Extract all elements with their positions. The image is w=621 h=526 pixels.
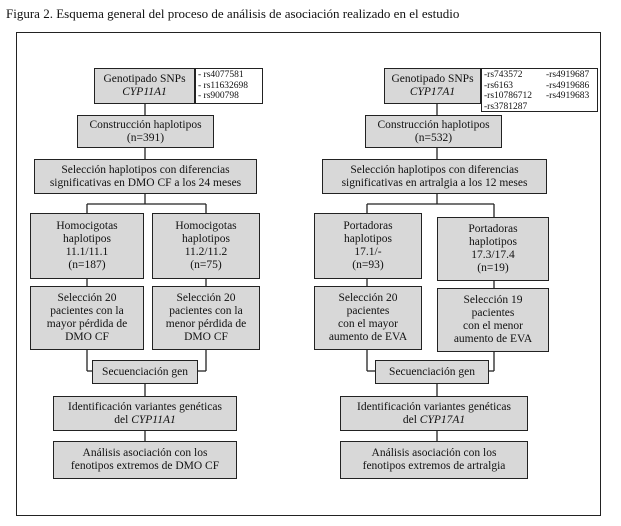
left-sel-a-line: mayor pérdida de [46, 318, 128, 330]
right-construction-n: (n=532) [414, 131, 453, 144]
right-sel-a-line: Selección 20 [338, 292, 398, 304]
right-group-a-line: haplotipos [344, 233, 392, 245]
snp-item: -rs3781287 [484, 101, 528, 112]
right-group-a-line: (n=93) [352, 259, 384, 271]
right-patient-selection-b-box [437, 288, 549, 352]
left-sel-a-line: pacientes con la [50, 305, 124, 317]
left-genotyping-gene: CYP11A1 [122, 86, 167, 98]
left-identification-prefix: del [114, 413, 132, 426]
left-patient-selection-b-box [152, 286, 260, 350]
right-sel-a-line: pacientes [346, 305, 390, 317]
left-sel-a-line: Selección 20 [57, 292, 117, 304]
left-group-a-line: (n=187) [68, 259, 106, 271]
left-sel-a-line: DMO CF [65, 331, 109, 343]
left-identification-box [53, 396, 237, 431]
left-sel-b-line: DMO CF [184, 331, 228, 343]
right-sel-a-line: con el mayor [337, 318, 399, 330]
right-selection-line1: Selección haplotipos con diferencias [350, 163, 519, 176]
right-identification-gene: CYP17A1 [419, 413, 466, 426]
snp-item: -rs4919687 [546, 70, 590, 80]
right-sel-b-line: pacientes [471, 307, 515, 319]
left-analysis-line1: Análisis asociación con los [82, 447, 208, 459]
right-selection-line2: significativas en artralgia a los 12 meses [341, 176, 528, 189]
left-construction-title: Construcción haplotipos [89, 118, 202, 131]
left-sel-b-line: menor pérdida de [165, 318, 247, 330]
left-group-b-line: Homocigotas [175, 220, 237, 232]
snp-item: -rs743572 [484, 70, 523, 80]
right-genotyping-gene: CYP17A1 [409, 86, 456, 98]
right-group-b-line: 17.3/17.4 [471, 249, 515, 261]
right-haplotype-selection-box [322, 159, 547, 194]
left-patient-selection-a-box [30, 286, 144, 350]
snp-item: - rs4077581 [198, 70, 244, 80]
right-snp-list [481, 68, 598, 112]
left-group-b-line: haplotipos [182, 233, 230, 245]
right-group-a-line: Portadoras [343, 220, 393, 232]
left-group-b-line: 11.2/11.2 [184, 246, 228, 258]
right-identification-box [340, 396, 528, 431]
snp-item: - rs900798 [198, 91, 239, 101]
left-snp-list [195, 68, 263, 104]
right-group-a-line: 17.1/- [354, 246, 382, 258]
snp-item: -rs4919686 [546, 80, 590, 91]
right-group-b-line: Portadoras [468, 223, 518, 235]
left-selection-line1: Selección haplotipos con diferencias [61, 163, 230, 176]
left-genotyping-title: Genotipado SNPs [103, 73, 186, 85]
snp-item: -rs10786712 [484, 91, 533, 101]
right-group-b-box [437, 217, 549, 281]
right-construction-title: Construcción haplotipos [377, 118, 490, 131]
snp-item: -rs6163 [484, 80, 514, 91]
right-identification-line1: Identificación variantes genéticas [357, 400, 511, 413]
left-selection-line2: significativas en DMO CF a los 24 meses [49, 176, 242, 189]
right-identification-prefix: del [402, 413, 420, 426]
left-haplotype-construction-box [77, 115, 214, 148]
right-group-a-box [314, 213, 422, 279]
left-group-a-line: 11.1/11.1 [65, 246, 109, 258]
right-genotyping-title: Genotipado SNPs [391, 73, 474, 85]
snp-item: -rs4919683 [546, 91, 590, 101]
right-sel-b-line: Selección 19 [463, 294, 523, 306]
left-sequencing-box [92, 360, 198, 384]
figure-caption: Figura 2. Esquema general del proceso de análisis de asociación realizado en el estudio [6, 6, 460, 21]
right-sel-b-line: con el menor [462, 320, 524, 332]
left-identification-gene: CYP11A1 [131, 413, 176, 426]
left-sequencing-label: Secuenciación gen [102, 365, 188, 378]
left-construction-n: (n=391) [126, 131, 165, 144]
right-group-b-line: (n=19) [477, 262, 509, 274]
right-group-b-line: haplotipos [469, 236, 517, 248]
right-sequencing-box [375, 360, 489, 384]
left-analysis-box [53, 441, 237, 479]
right-analysis-box [340, 441, 528, 479]
left-group-b-line: (n=75) [190, 259, 222, 271]
right-haplotype-construction-box [365, 115, 502, 148]
right-patient-selection-a-box [314, 286, 422, 350]
right-sel-b-line: aumento de EVA [453, 333, 533, 345]
right-analysis-line2: fenotipos extremos de artralgia [362, 460, 506, 472]
left-group-b-box [152, 213, 260, 279]
right-sel-a-line: aumento de EVA [328, 331, 408, 343]
left-group-a-line: haplotipos [63, 233, 111, 245]
right-analysis-line1: Análisis asociación con los [371, 447, 497, 459]
left-identification-line1: Identificación variantes genéticas [68, 400, 222, 413]
left-haplotype-selection-box [34, 159, 257, 194]
snp-item: - rs11632698 [198, 80, 249, 91]
right-genotyping-box [384, 68, 481, 104]
left-analysis-line2: fenotipos extremos de DMO CF [70, 460, 220, 472]
left-sel-b-line: Selección 20 [176, 292, 236, 304]
left-group-a-line: Homocigotas [56, 220, 118, 232]
left-group-a-box [30, 213, 144, 279]
left-sel-b-line: pacientes con la [169, 305, 243, 317]
left-genotyping-box [94, 68, 195, 104]
right-sequencing-label: Secuenciación gen [389, 365, 475, 378]
